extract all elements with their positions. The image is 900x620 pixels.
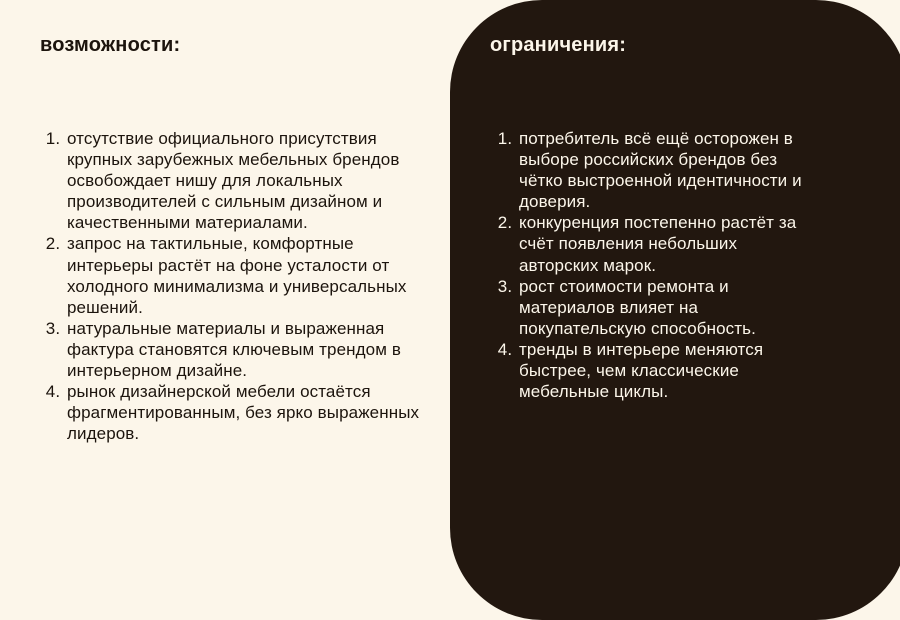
opportunities-heading: возможности: [40, 34, 181, 56]
limitation-item-2: 2. конкуренция постепенно растёт за счёт появления небольших авторских марок. [517, 212, 817, 275]
opportunities-list [42, 128, 440, 444]
limitations-list [494, 128, 817, 402]
limitation-item-4: 4. тренды в интерьере меняются быстрее, чем классические мебельные циклы. [517, 339, 817, 402]
opportunity-item-4: 4. рынок дизайнерской мебели остаётся фрагментированным, без ярко выраженных лидеров. [65, 381, 440, 444]
limitations-panel [450, 0, 900, 620]
limitations-heading: ограничения: [490, 34, 627, 56]
limitation-item-1: 1. потребитель всё ещё осторожен в выборе российских брендов без чётко выстроенной идентичности и доверия. [517, 128, 817, 212]
limitation-item-3: 3. рост стоимости ремонта и материалов влияет на покупательскую способность. [517, 276, 817, 339]
opportunity-item-2: 2. запрос на тактильные, комфортные интерьеры растёт на фоне усталости от холодного минимализма и универсальных решений. [65, 233, 440, 317]
opportunity-item-3: 3. натуральные материалы и выраженная фактура становятся ключевым трендом в интерьерном дизайне. [65, 318, 440, 381]
opportunity-item-1: 1. отсутствие официального присутствия крупных зарубежных мебельных брендов освобождает нишу для локальных производителей с сильным дизайном и качественными материалами. [65, 128, 440, 233]
opportunities-section [0, 0, 450, 585]
